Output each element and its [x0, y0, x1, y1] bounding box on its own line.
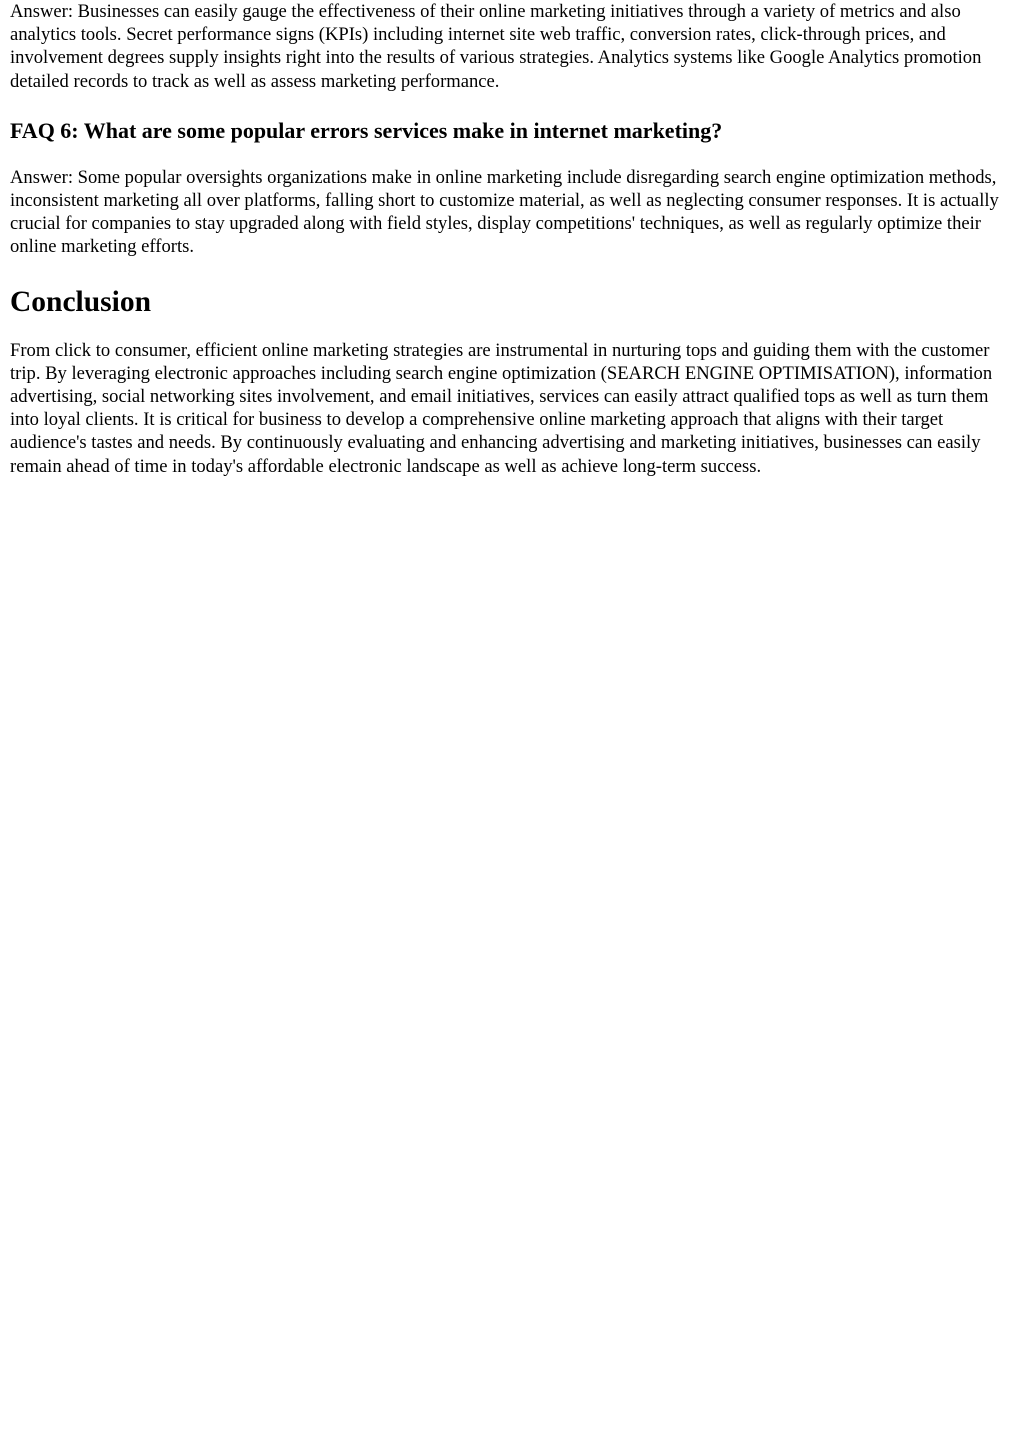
- faq-6-answer: Answer: Some popular oversights organizations make in online marketing include disregarding search engine optimization methods, inconsistent marketing all over platforms, falling short to customize material, as well as neglecting consumer responses. It is actually crucial for companies to stay upgraded along with field styles, display competitions' techniques, as well as regularly optimize their online marketing efforts.: [10, 166, 999, 258]
- article-content: [0, 0, 1024, 478]
- faq-5-answer: Answer: Businesses can easily gauge the effectiveness of their online marketing initiatives through a variety of metrics and also analytics tools. Secret performance signs (KPIs) including internet site web traffic, conversion rates, click-through prices, and involvement degrees supply insights right into the results of various strategies. Analytics systems like Google Analytics promotion detailed records to track as well as assess marketing performance.: [10, 1, 982, 92]
- faq-6-question: FAQ 6: What are some popular errors services make in internet marketing?: [10, 117, 723, 143]
- conclusion-body: From click to consumer, efficient online marketing strategies are instrumental in nurturing tops and guiding them with the customer trip. By leveraging electronic approaches including search engine optimization (SEARCH ENGINE OPTIMISATION), information advertising, social networking sites involvement, and email initiatives, services can easily attract qualified tops as well as turn them into loyal clients. It is critical for business to develop a comprehensive online marketing approach that aligns with their target audience's tastes and needs. By continuously evaluating and enhancing advertising and marketing initiatives, businesses can easily remain ahead of time in today's affordable electronic landscape as well as achieve long-term success.: [10, 339, 993, 477]
- conclusion-heading: Conclusion: [10, 285, 151, 318]
